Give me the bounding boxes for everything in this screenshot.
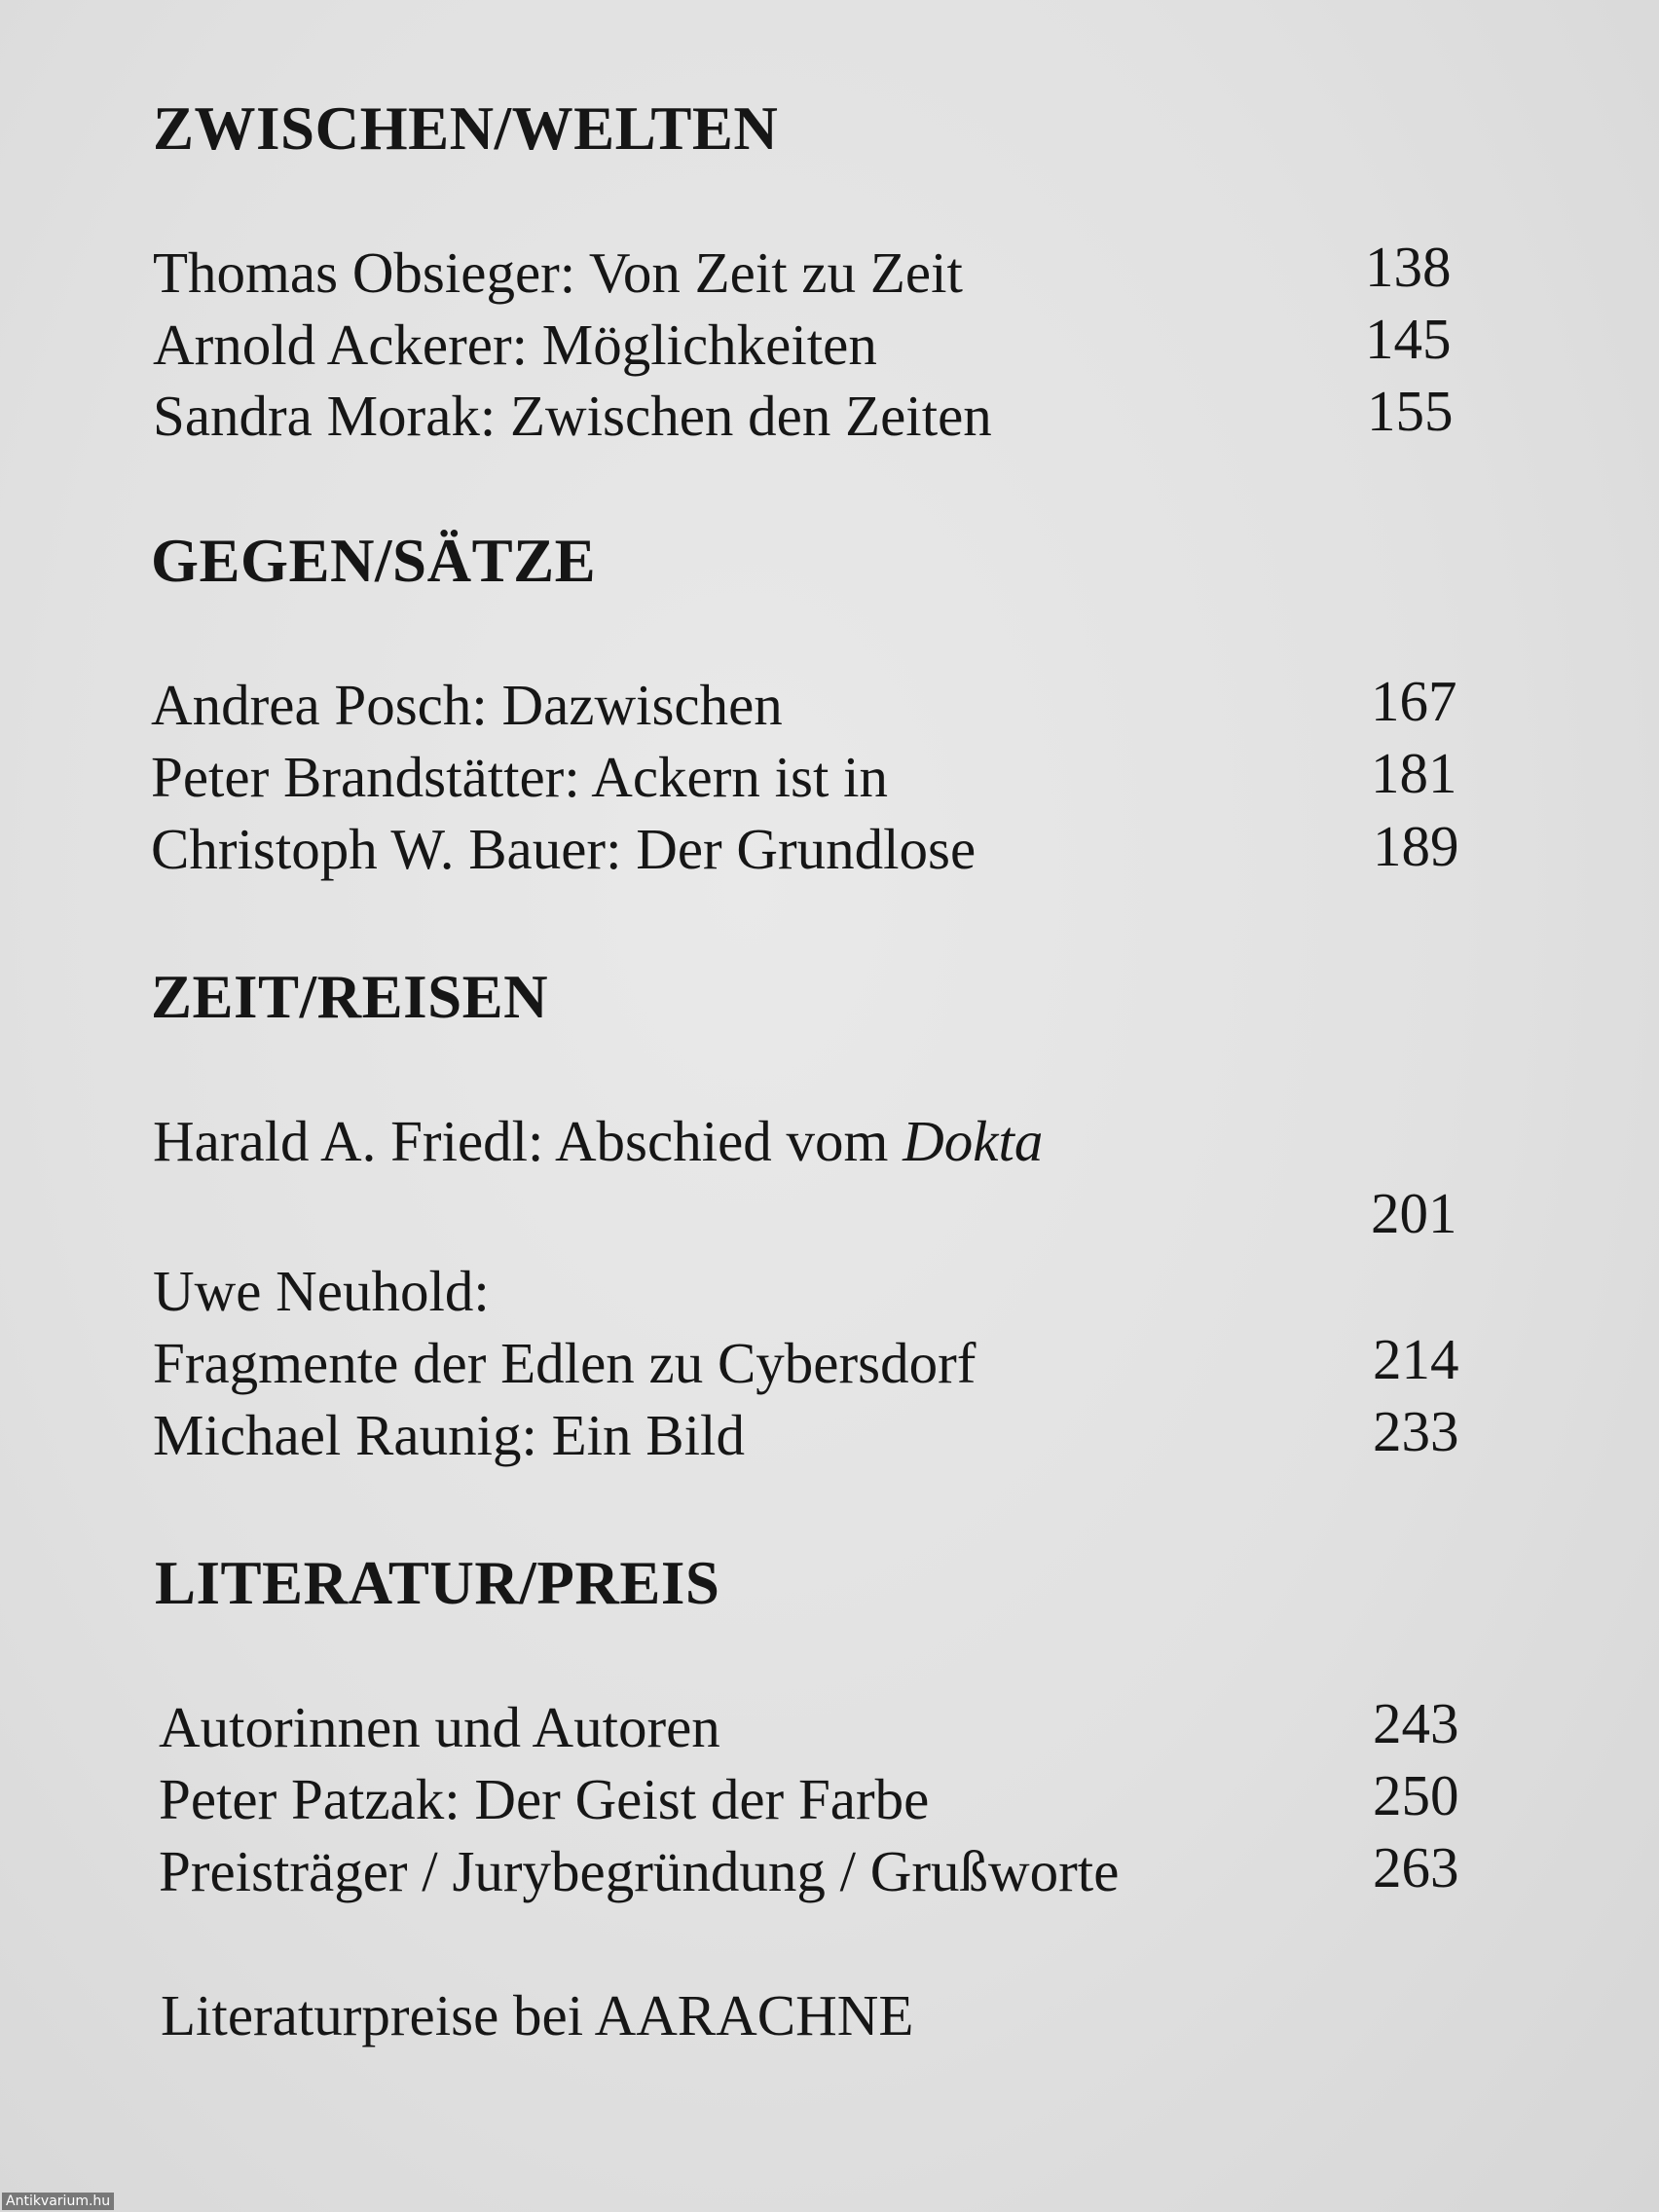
toc-page-263: 263: [1373, 1835, 1459, 1899]
toc-page-214: 214: [1373, 1327, 1459, 1391]
footer-note: Literaturpreise bei AARACHNE: [161, 1983, 914, 2047]
toc-entry-patzak: Peter Patzak: Der Geist der Farbe: [159, 1767, 930, 1831]
watermark: Antikvarium.hu: [2, 2193, 114, 2210]
toc-page-138: 138: [1365, 235, 1452, 299]
toc-entry-bauer: Christoph W. Bauer: Der Grundlose: [151, 817, 977, 881]
toc-entry-brandstaetter: Peter Brandstätter: Ackern ist in: [151, 745, 888, 809]
toc-entry-morak: Sandra Morak: Zwischen den Zeiten: [153, 384, 992, 448]
toc-entry-obsieger: Thomas Obsieger: Von Zeit zu Zeit: [153, 240, 963, 305]
toc-page-155: 155: [1367, 379, 1454, 443]
section-title-zeit-reisen: ZEIT/REISEN: [151, 963, 549, 1031]
toc-entry-ackerer: Arnold Ackerer: Möglichkeiten: [153, 313, 877, 377]
toc-entry-raunig: Michael Raunig: Ein Bild: [153, 1403, 745, 1467]
section-title-gegen-saetze: GEGEN/SÄTZE: [151, 527, 597, 595]
toc-entry-friedl: [153, 1108, 1043, 1175]
section-title-zwischen-welten: ZWISCHEN/WELTEN: [153, 94, 779, 163]
toc-entry-neuhold-title: Fragmente der Edlen zu Cybersdorf: [153, 1331, 977, 1395]
toc-entry-preistraeger: Preisträger / Jurybegründung / Grußworte: [159, 1839, 1120, 1903]
toc-page-167: 167: [1371, 669, 1457, 733]
toc-entry-friedl-italic: Dokta: [903, 1109, 1044, 1173]
section-title-literatur-preis: LITERATUR/PREIS: [155, 1549, 720, 1617]
toc-entry-neuhold-author: Uwe Neuhold:: [153, 1259, 490, 1323]
toc-page-250: 250: [1373, 1763, 1459, 1827]
toc-page-243: 243: [1373, 1691, 1459, 1755]
toc-page-189: 189: [1373, 814, 1459, 878]
toc-page-181: 181: [1371, 741, 1457, 805]
toc-entry-friedl-text: Harald A. Friedl: Abschied vom: [153, 1109, 903, 1173]
toc-entry-autorinnen: Autorinnen und Autoren: [159, 1695, 720, 1759]
toc-entry-posch: Andrea Posch: Dazwischen: [151, 673, 783, 737]
toc-page-233: 233: [1373, 1399, 1459, 1463]
toc-page-145: 145: [1365, 307, 1452, 371]
toc-page-201: 201: [1371, 1181, 1457, 1245]
